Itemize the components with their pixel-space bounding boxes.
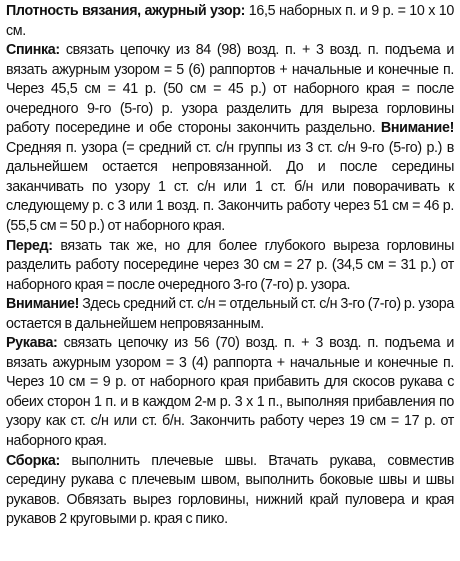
front-text-2: Здесь средний ст. с/н = отдельный ст. с/н 3-го (7-го) р. узора остается в дальнейшем непровязанным. [6, 296, 454, 332]
back-paragraph [6, 41, 454, 236]
front-paragraph [6, 237, 454, 296]
assembly-text: выполнить плечевые швы. Втачать рукава, совместив середину рукава с плечевым швом, выполнить боковые швы и швы рукавов. Обвязать вырез горловины, нижний край пуловера и края рукавов 2 круговыми р. края с пико. [6, 452, 454, 528]
sleeves-heading: Рукава: [6, 335, 58, 352]
front-attention: Внимание! [6, 296, 80, 313]
back-heading: Спинка: [6, 42, 60, 59]
front-attention-paragraph [6, 295, 454, 334]
front-heading: Перед: [6, 237, 53, 254]
assembly-heading: Сборка: [6, 452, 60, 469]
sleeves-paragraph [6, 334, 454, 451]
sleeves-text: связать цепочку из 56 (70) возд. п. + 3 возд. п. подъема и вязать ажурным узором = 3 (4) раппорта + начальные и конечные п. Через 10 см = 9 р. от наборного края прибавить для скосов рукава с обеих сторон 1 п. и в каждом 2-м р. 3 х 1 п., выполняя прибавления по узору как ст. с/н или ст. б/н. Закончить работу через 19 см = 17 р. от наборного края. [6, 335, 454, 450]
front-text-1: вязать так же, но для более глубокого выреза горловины разделить работу посередине через 30 см = 27 р. (34,5 см = 31 р.) от наборного края = после очередного 3-го (7-го) р. узора. [6, 237, 454, 293]
back-text-2: Средняя п. узора (= средний ст. с/н группы из 3 ст. с/н 9-го (5-го) р.) в дальнейшем остается непровязанной. До и после середины заканчивать по узору 1 ст. с/н или 1 ст. б/н или поворачивать к следующему р. с 3 или 1 возд. п. Закончить работу через 51 см = 46 р. (55,5 см = 50 р.) от наборного края. [6, 139, 454, 235]
density-paragraph [6, 2, 454, 41]
density-heading: Плотность вязания, ажурный узор: [6, 3, 246, 19]
back-text-1: связать цепочку из 84 (98) возд. п. + 3 возд. п. подъема и вязать ажурным узором = 5 (6) раппортов + начальные и конечные п. Через 45,5 см = 41 р. (50 см = 45 р.) от наборного края = после очередного 9-го (5-го) р. узора разделить для выреза горловины работу посередине и обе стороны закончить раздельно. [6, 42, 454, 137]
back-attention: Внимание! [380, 120, 454, 137]
density-text: 16,5 наборных п. и 9 р. = 10 х 10 см. [6, 3, 454, 39]
assembly-paragraph [6, 452, 454, 530]
